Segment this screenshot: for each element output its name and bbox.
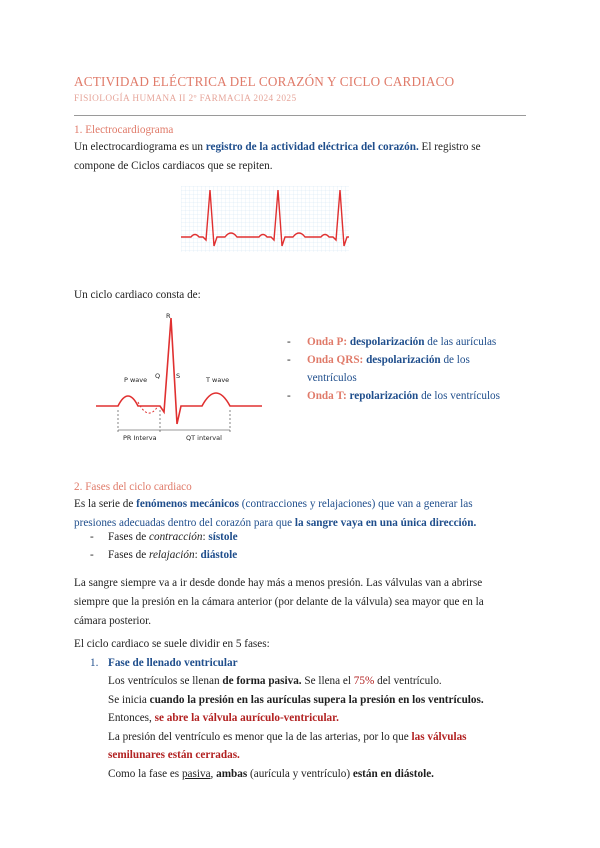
label-pr-interval: PR Interva <box>123 434 157 442</box>
phase-item-contraction: - Fases de contracción: sístole <box>90 531 238 543</box>
wave-list <box>287 333 500 405</box>
phase1-heading: 1. Fase de llenado ventricular <box>90 657 238 669</box>
phase1-body: Los ventrículos se llenan de forma pasiva. Se llena el 75% del ventrículo. Se inicia cuando la presión en las aurículas supera la presión en los ventrículos. Entonces, se abre la válvula aurículo-ventricular. La presión del ventrículo es menor que la de las arterias, por lo que las válvulas semilunares están cerradas. Como la fase es pasiva, ambas (aurícula y ventrículo) están en diástole. <box>108 675 484 780</box>
section1-heading: 1. Electrocardiograma <box>74 124 174 136</box>
cycle-intro: Un ciclo cardiaco consta de: <box>74 289 201 301</box>
label-r: R <box>166 312 171 320</box>
page-subtitle: FISIOLOGÍA HUMANA II 2º FARMACIA 2024 2025 <box>74 94 297 104</box>
label-p-wave: P wave <box>124 376 148 384</box>
header-divider <box>74 115 526 116</box>
label-t-wave: T wave <box>206 376 230 384</box>
section2-heading: 2. Fases del ciclo cardiaco <box>74 481 192 493</box>
page-title: ACTIVIDAD ELÉCTRICA DEL CORAZÓN Y CICLO CARDIACO <box>74 74 455 89</box>
phase-item-relaxation: - Fases de relajación: diástole <box>90 549 238 561</box>
ecg-strip-image <box>181 186 349 252</box>
wave-item-qrs: - Onda QRS: despolarización de los <box>287 354 470 366</box>
phase-list <box>90 528 238 564</box>
section2-intro: Es la serie de fenómenos mecánicos (contracciones y relajaciones) que van a generar las presiones adecuadas dentro del corazón para que la sangre vaya en una única dirección. <box>74 498 477 529</box>
ecg-cycle-diagram <box>96 312 262 442</box>
pressure-paragraph: La sangre siempre va a ir desde donde hay más a menos presión. Las válvulas van a abrirse siempre que la presión en la cámara anterior (por delante de la válvula) sea mayor que en la cámara posterior. <box>74 577 484 627</box>
wave-item-t: - Onda T: repolarización de los ventrículos <box>287 390 500 402</box>
label-q: Q <box>155 372 161 380</box>
five-phases-intro: El ciclo cardiaco se suele dividir en 5 fases: <box>74 638 270 650</box>
wave-item-qrs-cont: ventrículos <box>307 372 357 384</box>
wave-item-p: - Onda P: despolarización de las aurículas <box>287 336 497 348</box>
label-qt-interval: QT interval <box>186 434 222 442</box>
section1-paragraph: Un electrocardiograma es un registro de la actividad eléctrica del corazón. El registro se compone de Ciclos cardiacos que se repiten. <box>74 141 481 172</box>
label-s: S <box>176 372 181 380</box>
